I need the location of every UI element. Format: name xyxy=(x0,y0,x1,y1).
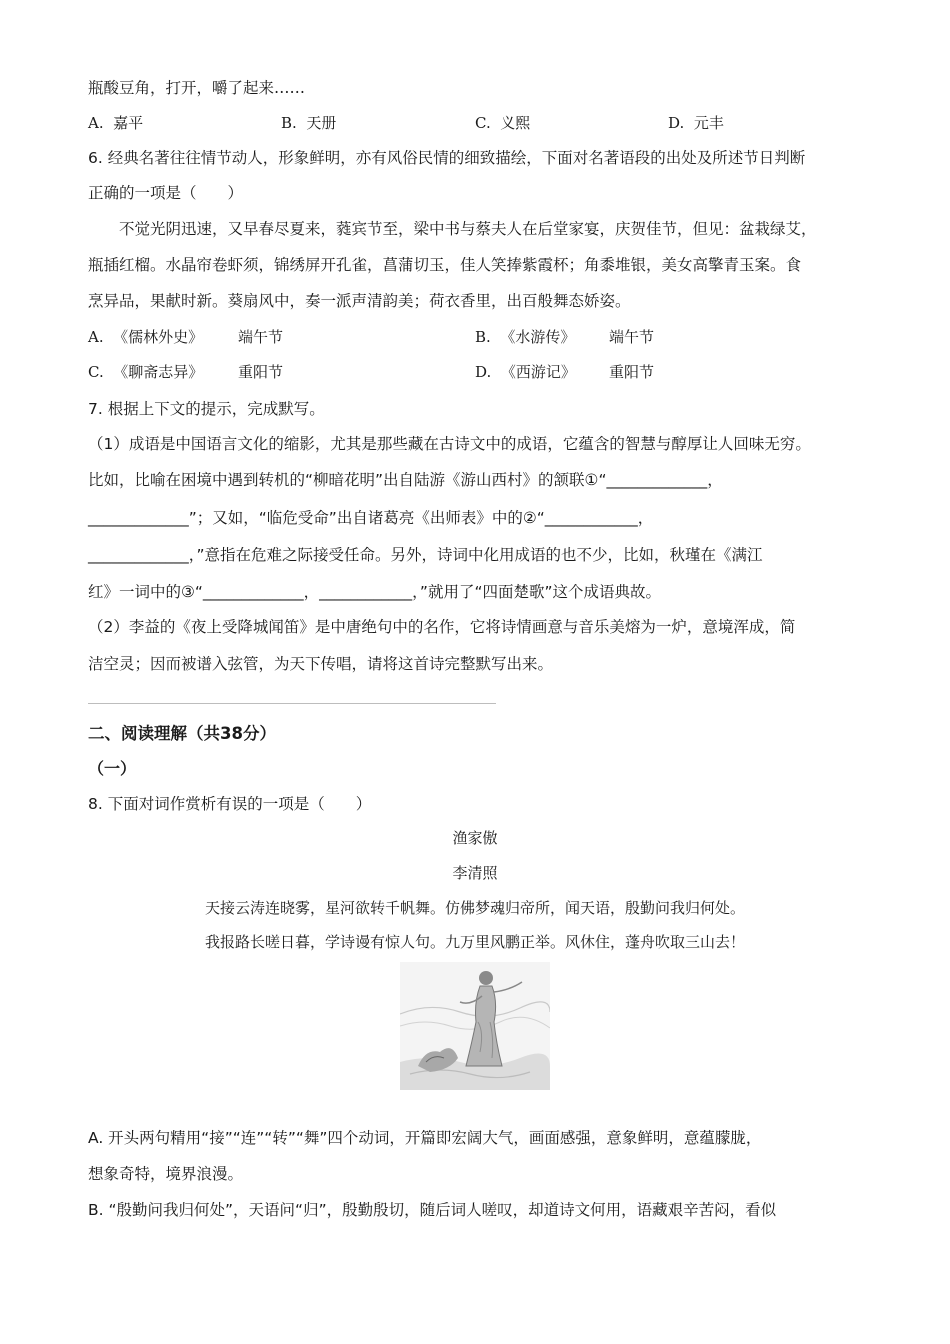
q8-option-a-line2: 想象奇特，境界浪漫。 xyxy=(88,1165,244,1183)
q8-stem: 8. 下面对词作赏析有误的一项是（ ） xyxy=(88,795,372,813)
q6-option-c: C. 《聊斋志异》 xyxy=(88,363,204,381)
poem-illustration xyxy=(400,962,550,1090)
section-divider xyxy=(88,703,496,704)
poem-title: 渔家傲 xyxy=(452,829,498,847)
q6-stem-line2: 正确的一项是（ ） xyxy=(88,184,244,202)
q6-option-d: D. 《西游记》 xyxy=(475,363,576,381)
q6-option-d-festival: 重阳节 xyxy=(609,363,655,381)
q6-option-a: A. 《儒林外史》 xyxy=(88,328,204,346)
q5-option-a: A. 嘉平 xyxy=(88,114,144,132)
q5-option-c: C. 义熙 xyxy=(475,114,531,132)
q7-part2-line1: （2）李益的《夜上受降城闻笛》是中唐绝句中的名作，它将诗情画意与音乐美熔为一炉，意境浑成，简 xyxy=(88,618,796,636)
poem-line-1: 天接云涛连晓雾，星河欲转千帆舞。仿佛梦魂归帝所，闻天语，殷勤问我归何处。 xyxy=(204,899,745,917)
q6-passage-line2: 瓶插红榴。水晶帘卷虾须，锦绣屏开孔雀，菖蒲切玉，佳人笑捧紫霞杯；角黍堆银，美女高擎青玉案。食 xyxy=(88,256,802,274)
poem-author: 李清照 xyxy=(452,864,498,882)
q6-passage-line1: 不觉光阴迅速，又早春尽夏来，蕤宾节至，梁中书与蔡夫人在后堂家宴，庆贺佳节，但见：盆栽绿艾， xyxy=(119,220,817,238)
q5-option-d: D. 元丰 xyxy=(668,114,724,132)
q7-part1-line2: 比如，比喻在困境中遇到转机的“柳暗花明”出自陆游《游山西村》的颔联①“_____________， xyxy=(88,471,723,489)
q5-tail-text: 瓶酸豆角，打开，嚼了起来…… xyxy=(88,79,306,97)
q8-option-a-line1: A. 开头两句精用“接”“连”“转”“舞”四个动词，开篇即宏阔大气，画面感强，意象鲜明，意蕴朦胧， xyxy=(88,1129,762,1147)
q7-part1-line5: 红》一词中的③“_____________，____________，”就用了“四面楚歌”这个成语典故。 xyxy=(88,583,662,601)
q7-part1-line3: _____________”；又如，“临危受命”出自诸葛亮《出师表》中的②“____________， xyxy=(88,509,654,527)
q6-option-c-festival: 重阳节 xyxy=(238,363,284,381)
q6-passage-line3: 烹异品，果献时新。葵扇风中，奏一派声清韵美；荷衣香里，出百般舞态娇姿。 xyxy=(88,292,631,310)
section-title: 二、阅读理解（共38分） xyxy=(88,724,276,743)
q6-option-b-festival: 端午节 xyxy=(609,328,655,346)
poem-line-2: 我报路长嗟日暮，学诗谩有惊人句。九万里风鹏正举。风休住，蓬舟吹取三山去！ xyxy=(204,933,745,951)
q6-option-a-festival: 端午节 xyxy=(238,328,284,346)
q7-part2-line2: 洁空灵；因而被谱入弦管，为天下传唱，请将这首诗完整默写出来。 xyxy=(88,655,554,673)
subsection-title: （一） xyxy=(88,759,137,778)
q7-part1-line4: _____________，”意指在危难之际接受任命。另外，诗词中化用成语的也不少，比如，秋瑾在《满江 xyxy=(88,546,763,564)
q7-stem: 7. 根据上下文的提示，完成默写。 xyxy=(88,400,325,418)
q7-part1-line1: （1）成语是中国语言文化的缩影，尤其是那些藏在古诗文中的成语，它蕴含的智慧与醇厚让人回味无穷。 xyxy=(88,435,811,453)
q6-option-b: B. 《水游传》 xyxy=(475,328,576,346)
q6-stem-line1: 6. 经典名著往往情节动人，形象鲜明，亦有风俗民情的细致描绘，下面对名著语段的出处及所述节日判断 xyxy=(88,149,806,167)
q5-option-b: B. 天册 xyxy=(281,114,337,132)
q8-option-b-line1: B. “殷勤问我归何处”，天语问“归”，殷勤殷切，随后词人嗟叹，却道诗文何用，语藏艰辛苦闷，看似 xyxy=(88,1201,777,1219)
